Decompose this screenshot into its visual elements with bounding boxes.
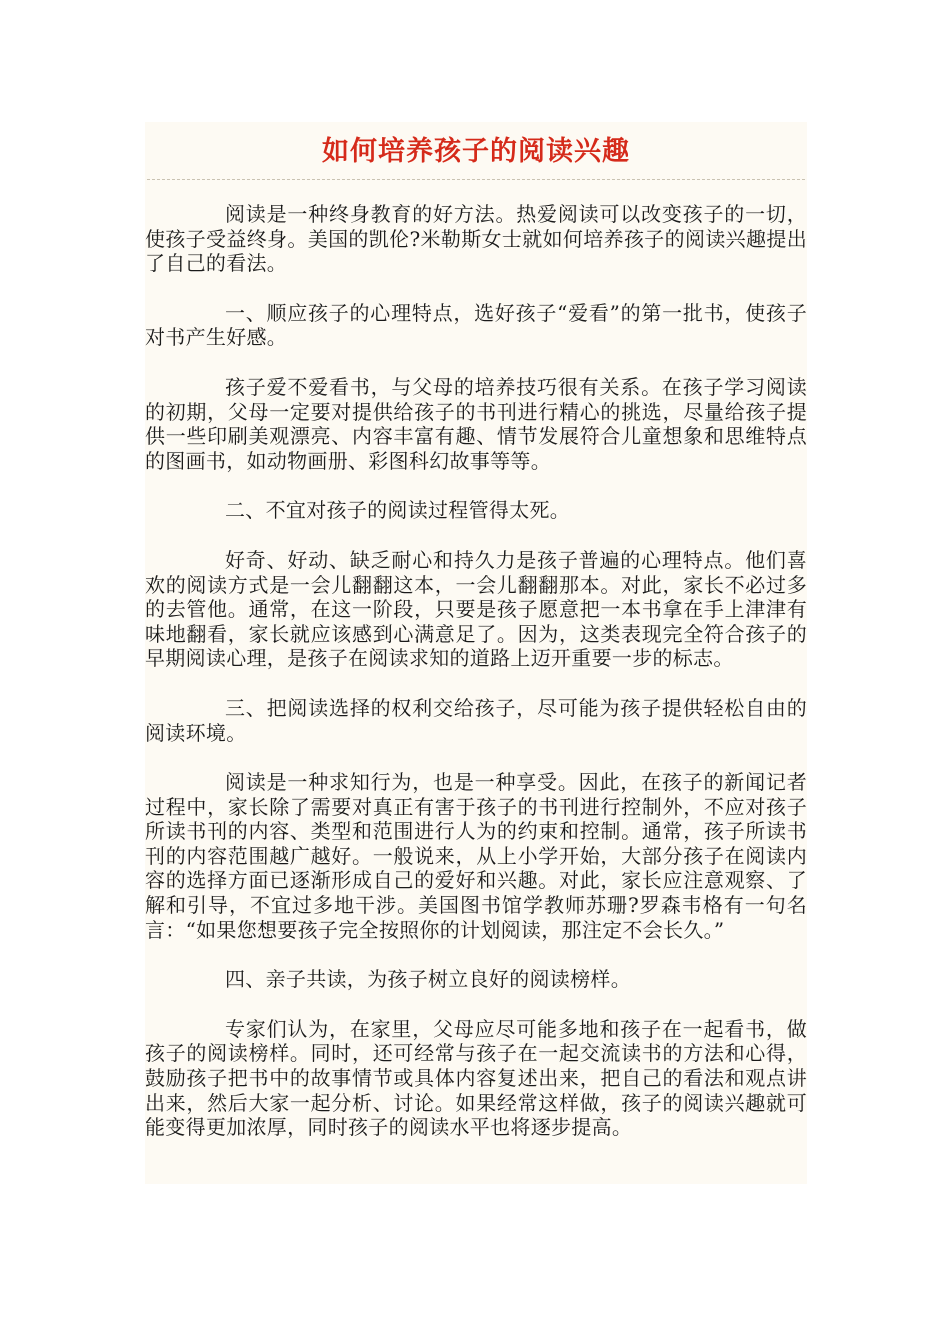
article-body (145, 180, 807, 1140)
section-heading-1: 一、顺应孩子的心理特点，选好孩子“爱看”的第一批书，使孩子对书产生好感。 (145, 300, 807, 350)
article-title: 如何培养孩子的阅读兴趣 (322, 136, 630, 167)
section-heading-2: 二、不宜对孩子的阅读过程管得太死。 (225, 498, 571, 523)
paragraph-section-2: 好奇、好动、缺乏耐心和持久力是孩子普遍的心理特点。他们喜欢的阅读方式是一会儿翻翻这本，一会儿翻翻那本。对此，家长不必过多的去管他。通常，在这一阶段，只要是孩子愿意把一本书拿在手上津津有味地翻看，家长就应该感到心满意足了。因为，这类表现完全符合孩子的早期阅读心理，是孩子在阅读求知的道路上迈开重要一步的标志。 (145, 547, 807, 671)
article-panel (145, 122, 807, 1184)
section-heading-3: 三、把阅读选择的权利交给孩子，尽可能为孩子提供轻松自由的阅读环境。 (145, 695, 807, 745)
section-heading-4: 四、亲子共读，为孩子树立良好的阅读榜样。 (225, 967, 631, 992)
paragraph-section-4: 专家们认为，在家里，父母应尽可能多地和孩子在一起看书，做孩子的阅读榜样。同时，还可经常与孩子在一起交流读书的方法和心得，鼓励孩子把书中的故事情节或具体内容复述出来，把自己的看法和观点讲出来，然后大家一起分析、讨论。如果经常这样做，孩子的阅读兴趣就可能变得更加浓厚，同时孩子的阅读水平也将逐步提高。 (145, 1016, 807, 1140)
paragraph-intro: 阅读是一种终身教育的好方法。热爱阅读可以改变孩子的一切，使孩子受益终身。美国的凯伦?米勒斯女士就如何培养孩子的阅读兴趣提出了自己的看法。 (145, 202, 807, 276)
paragraph-section-3: 阅读是一种求知行为，也是一种享受。因此，在孩子的新闻记者过程中，家长除了需要对真正有害于孩子的书刊进行控制外，不应对孩子所读书刊的内容、类型和范围进行人为的约束和控制。通常，孩子所读书刊的内容范围越广越好。一般说来，从上小学开始，大部分孩子在阅读内容的选择方面已逐渐形成自己的爱好和兴趣。对此，家长应注意观察、了解和引导，不宜过多地干涉。美国图书馆学教师苏珊?罗森韦格有一句名言：“如果您想要孩子完全按照你的计划阅读，那注定不会长久。” (145, 770, 807, 942)
paragraph-section-1: 孩子爱不爱看书，与父母的培养技巧很有关系。在孩子学习阅读的初期，父母一定要对提供给孩子的书刊进行精心的挑选，尽量给孩子提供一些印刷美观漂亮、内容丰富有趣、情节发展符合儿童想象和思维特点的图画书，如动物画册、彩图科幻故事等等。 (145, 374, 807, 473)
